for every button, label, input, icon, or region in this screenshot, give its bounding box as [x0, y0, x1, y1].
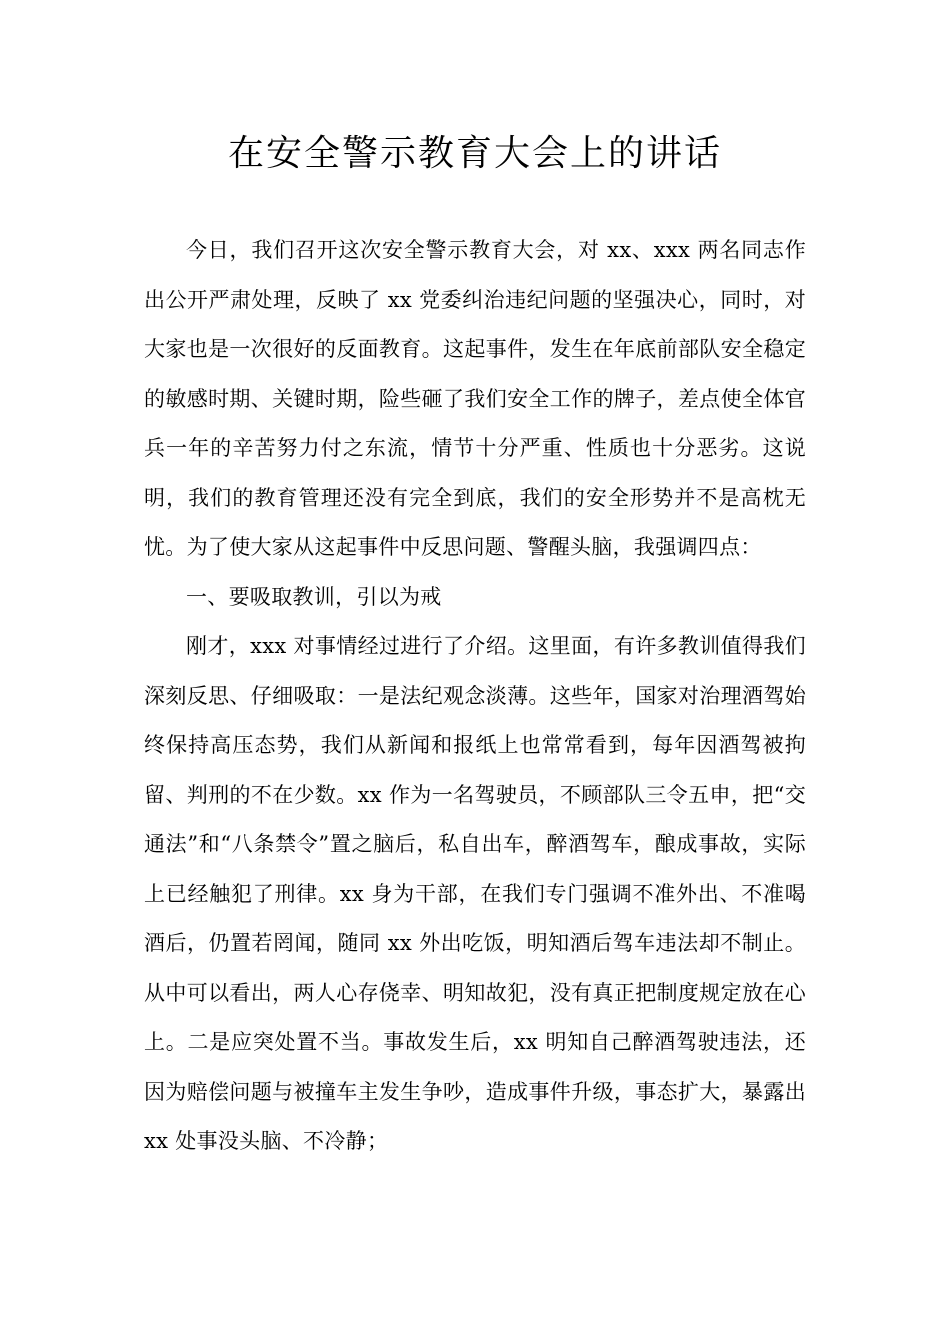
- document-body: [144, 226, 806, 1167]
- section-heading-1: 一、要吸取教训，引以为戒: [186, 584, 442, 609]
- document-title: 在安全警示教育大会上的讲话: [227, 133, 722, 174]
- paragraph-lessons: 刚才，xxx 对事情经过进行了介绍。这里面，有许多教训值得我们深刻反思、仔细吸取：一是法纪观念淡薄。这些年，国家对治理酒驾始终保持高压态势，我们从新闻和报纸上也常常看到，每年因酒驾被拘留、判刑的不在少数。xx 作为一名驾驶员，不顾部队三令五申，把“交通法”和“八条禁令”置之脑后，私自出车，醉酒驾车，酿成事故，实际上已经触犯了刑律。xx 身为干部，在我们专门强调不准外出、不准喝酒后，仍置若罔闻，随同 xx 外出吃饭，明知酒后驾车违法却不制止。从中可以看出，两人心存侥幸、明知故犯，没有真正把制度规定放在心上。二是应突处置不当。事故发生后，xx 明知自己醉酒驾驶违法，还因为赔偿问题与被撞车主发生争吵，造成事件升级，事态扩大，暴露出 xx 处事没头脑、不冷静；: [144, 634, 806, 1153]
- paragraph-intro: 今日，我们召开这次安全警示教育大会，对 xx、xxx 两名同志作出公开严肃处理，反映了 xx 党委纠治违纪问题的坚强决心，同时，对大家也是一次很好的反面教育。这起事件，发生在年底前部队安全稳定的敏感时期、关键时期，险些砸了我们安全工作的牌子，差点使全体官兵一年的辛苦努力付之东流，情节十分严重、性质也十分恶劣。这说明，我们的教育管理还没有完全到底，我们的安全形势并不是高枕无忧。为了使大家从这起事件中反思问题、警醒头脑，我强调四点：: [144, 238, 806, 559]
